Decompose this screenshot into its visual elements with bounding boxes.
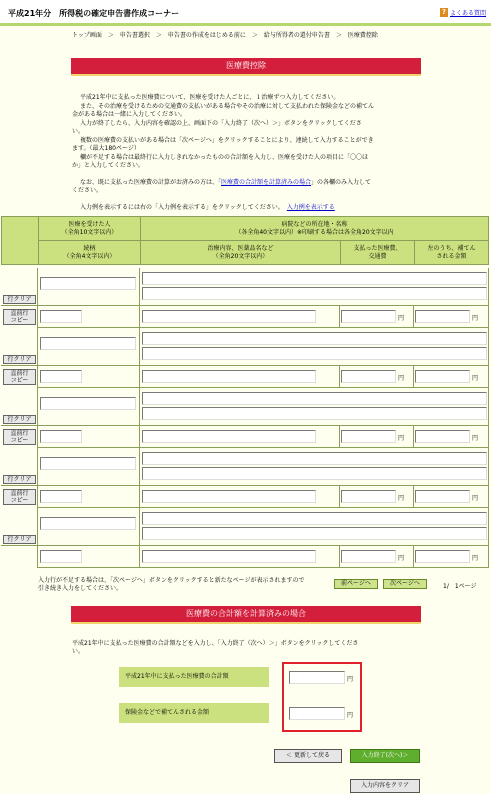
paid-amount-input[interactable]	[341, 550, 396, 563]
yen-unit: 円	[472, 315, 479, 322]
content-input[interactable]	[142, 310, 316, 323]
col-divider	[339, 305, 340, 328]
hospital-address-input[interactable]	[142, 272, 487, 285]
clear-all-button[interactable]: 入力内容をクリア	[350, 779, 420, 793]
content-input[interactable]	[142, 370, 316, 383]
col-divider	[413, 365, 414, 388]
relation-input[interactable]	[40, 370, 82, 383]
paid-amount-input[interactable]	[341, 490, 396, 503]
yen-unit: 円	[472, 555, 479, 562]
expense-table	[1, 216, 489, 265]
col-divider	[139, 268, 140, 328]
yen-unit: 円	[347, 676, 354, 683]
intro-line: 平成21年中に支払った医療費について、医療を受けた人ごとに、１治療ずつ入力してください。	[80, 94, 340, 101]
row-divider	[1, 425, 489, 426]
hospital-name-input[interactable]	[142, 347, 487, 360]
header-content: 治療内容、医薬品名など （全角20文字以内）	[141, 241, 341, 265]
copy-prev-row-button[interactable]: 直前行 コピー	[3, 429, 36, 445]
intro-text	[72, 94, 432, 212]
breadcrumb: トップ画面 ＞ 申告書選択 ＞ 申告書の作成をはじめる前に ＞ 給与所得者の還付申告書 ＞ 医療費控除	[72, 32, 378, 39]
yen-unit: 円	[472, 375, 479, 382]
yen-unit: 円	[347, 712, 354, 719]
intro-line: 入力が終了したら、入力内容を確認の上、画面下の「入力終了（次へ）＞」ボタンをクリックしてくださ	[80, 119, 362, 127]
hospital-address-input[interactable]	[142, 332, 487, 345]
header-paid: 支払った医療費、 交通費	[341, 241, 415, 265]
person-name-input[interactable]	[40, 457, 136, 470]
help-link[interactable]	[440, 8, 486, 17]
row-clear-button[interactable]: 行クリア	[3, 415, 36, 424]
row-clear-button[interactable]: 行クリア	[3, 355, 36, 364]
person-name-input[interactable]	[40, 517, 136, 530]
relation-input[interactable]	[40, 430, 82, 443]
yen-unit: 円	[398, 495, 405, 502]
more-rows-note: 入力行が不足する場合は、「次ページへ」ボタンをクリックすると新たなページが表示されますので引き続き入力をしてください。	[38, 577, 305, 592]
col-divider	[339, 425, 340, 448]
col-divider	[139, 448, 140, 508]
col-divider	[339, 365, 340, 388]
col-divider	[139, 508, 140, 568]
intro-line: 複数の医療費の支払いがある場合は「次ページへ」をクリックすることにより、連続して入力することができ	[80, 136, 374, 144]
person-name-input[interactable]	[40, 277, 136, 290]
relation-input[interactable]	[40, 310, 82, 323]
reimb-row-input[interactable]	[415, 370, 470, 383]
help-label: よくある質問	[450, 10, 487, 17]
hospital-name-input[interactable]	[142, 467, 487, 480]
hospital-name-input[interactable]	[142, 527, 487, 540]
header-relation: 続柄 （全角4文字以内）	[39, 241, 141, 265]
intro-line: 欄が不足する場合は最終行に入力しきれなかったものの合計額を入力し、医療を受けた人の項目に「〇〇ほ	[80, 153, 369, 161]
hospital-name-input[interactable]	[142, 407, 487, 420]
yen-unit: 円	[472, 435, 479, 442]
header-person: 医療を受けた人 （全角10文字以内）	[39, 217, 141, 241]
total-amount-input[interactable]	[289, 671, 345, 684]
help-icon: ?	[441, 8, 447, 16]
finish-button[interactable]: 入力終了(次へ)＞	[350, 749, 420, 763]
copy-prev-row-button[interactable]: 直前行 コピー	[3, 369, 36, 385]
col-divider	[413, 485, 414, 508]
section2-title	[71, 606, 421, 624]
col-divider	[339, 485, 340, 508]
intro-line: ます。（最大180ページ）	[72, 145, 140, 152]
page-indicator	[443, 581, 477, 590]
example-text: 入力例を表示するには右の「入力例を表示する」をクリックしてください。	[80, 203, 281, 211]
show-example-link[interactable]: 入力例を表示する	[286, 203, 335, 211]
section-title-text: 医療費控除	[226, 61, 266, 70]
reimb-row-input[interactable]	[415, 550, 470, 563]
hospital-address-input[interactable]	[142, 512, 487, 525]
app-header	[0, 0, 491, 26]
row-clear-button[interactable]: 行クリア	[3, 535, 36, 544]
section2-title-text: 医療費の合計額を計算済みの場合	[186, 609, 306, 618]
yen-unit: 円	[398, 555, 405, 562]
reimb-row-input[interactable]	[415, 310, 470, 323]
row-clear-button[interactable]: 行クリア	[3, 475, 36, 484]
header-reimb: 左のうち、補てん される金額	[415, 241, 489, 265]
paid-amount-input[interactable]	[341, 370, 396, 383]
paid-amount-input[interactable]	[341, 310, 396, 323]
relation-input[interactable]	[40, 550, 82, 563]
intro-line: ください。	[72, 187, 103, 194]
yen-unit: 円	[472, 495, 479, 502]
person-name-input[interactable]	[40, 397, 136, 410]
hospital-name-input[interactable]	[142, 287, 487, 300]
content-input[interactable]	[142, 490, 316, 503]
row-divider	[1, 365, 489, 366]
hospital-address-input[interactable]	[142, 452, 487, 465]
corner-cell	[2, 217, 39, 265]
app-title: 平成21年分 所得税の確定申告書作成コーナー	[8, 9, 180, 18]
paid-amount-input[interactable]	[341, 430, 396, 443]
yen-unit: 円	[398, 315, 405, 322]
intro-link-post: 」の各欄のみ入力して	[311, 178, 372, 186]
col-divider	[413, 305, 414, 328]
copy-prev-row-button[interactable]: 直前行 コピー	[3, 309, 36, 325]
reimb-amount-input[interactable]	[289, 707, 345, 720]
col-divider	[139, 388, 140, 448]
yen-unit: 円	[398, 375, 405, 382]
page-total: 1ページ	[454, 583, 477, 590]
reimb-row-input[interactable]	[415, 490, 470, 503]
intro-line: い。	[72, 128, 85, 135]
section-title	[71, 58, 421, 76]
total-label: 平成21年中に支払った医療費の合計額	[119, 667, 269, 687]
calculated-link[interactable]: 医療費の合計額を計算済みの場合	[221, 178, 312, 186]
copy-prev-row-button[interactable]: 直前行 コピー	[3, 489, 36, 505]
intro-line: か」と入力してください。	[72, 162, 145, 169]
hospital-address-input[interactable]	[142, 392, 487, 405]
col-divider	[139, 328, 140, 388]
back-button[interactable]: ＜ 更新して戻る	[274, 749, 342, 763]
intro-link-line	[72, 179, 432, 188]
intro-line: また、その治療を受けるための交通費の支払いがある場合やその治療に対して支払われた保険金などの補てん	[80, 102, 375, 110]
row-divider	[1, 305, 489, 306]
content-input[interactable]	[142, 550, 316, 563]
section2-text: 平成21年中に支払った医療費の合計額などを入力し、「入力終了（次へ）＞」ボタンをクリックしてくださ い。	[72, 640, 359, 655]
col-divider	[413, 425, 414, 448]
col-divider	[413, 545, 414, 568]
intro-link-pre: なお、既に支払った医療費の計算がお済みの方は、「	[80, 178, 222, 186]
next-page-button[interactable]: 次ページへ	[383, 579, 427, 589]
row-clear-button[interactable]: 行クリア	[3, 295, 36, 304]
example-line	[72, 204, 432, 213]
prev-page-button[interactable]: 前ページへ	[334, 579, 378, 589]
row-divider	[1, 545, 489, 546]
row-divider	[1, 485, 489, 486]
person-name-input[interactable]	[40, 337, 136, 350]
col-divider	[339, 545, 340, 568]
reimb-row-input[interactable]	[415, 430, 470, 443]
content-input[interactable]	[142, 430, 316, 443]
intro-line: 金がある場合は一緒に入力してください。	[72, 111, 187, 118]
header-hospital: 病院などの所在地・名称 （各全角40文字以内）※印刷する場合は各全角20文字以内	[141, 217, 489, 241]
page-current: 1/	[443, 583, 449, 590]
relation-input[interactable]	[40, 490, 82, 503]
yen-unit: 円	[398, 435, 405, 442]
reimb-label: 保険金などで補てんされる金額	[119, 703, 269, 723]
